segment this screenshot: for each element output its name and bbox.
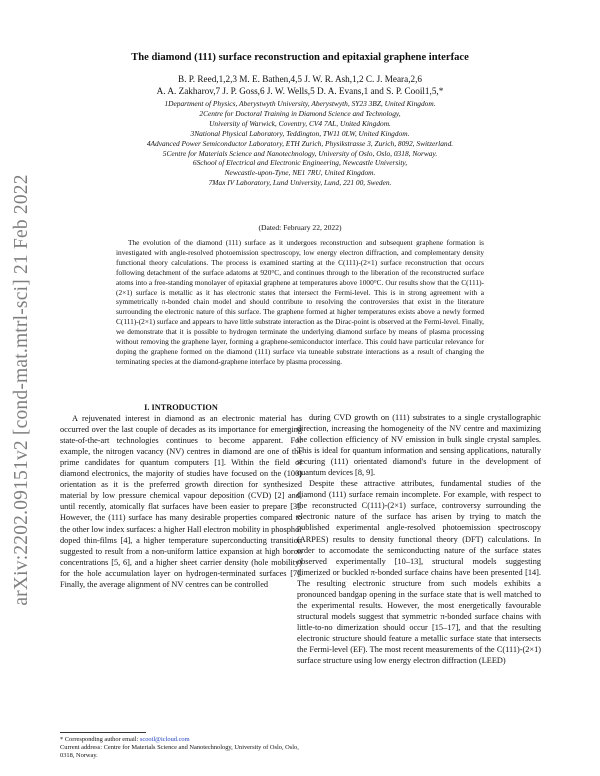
section-heading: I. INTRODUCTION [144, 403, 218, 412]
author-line-1: B. P. Reed,1,2,3 M. E. Bathen,4,5 J. W. R. Ash,1,2 C. J. Meara,2,6 [178, 74, 422, 84]
right-column [297, 412, 541, 666]
affiliation-line: University of Warwick, Coventry, CV4 7AL, United Kingdom. [209, 118, 391, 128]
affiliation-line: 6School of Electrical and Electronic Engineering, Newcastle University, [192, 158, 408, 168]
footnote-corresponding [60, 736, 302, 744]
footnote-label: * Corresponding author email: [60, 736, 140, 743]
affiliation-line: 5Centre for Materials Science and Nanotechnology, University of Oslo, Oslo, 0318, Norway. [162, 148, 438, 158]
author-line-2: A. A. Zakharov,7 J. P. Goss,6 J. W. Wells,5 D. A. Evans,1 and S. P. Cooil1,5,* [156, 86, 444, 96]
body-paragraph: during CVD growth on (111) substrates to a single crystallographic direction, increasing the homogeneity of the NV centre and maximizing the collection efficiency of NV emission in bulk single crystal samples. This is ideal for quantum information and sensing applications, naturally securing (111) orientated diamond's future in the development of quantum devices [8, 9]. [297, 413, 541, 478]
affiliation-line: 7Max IV Laboratory, Lund University, Lund, 221 00, Sweden. [208, 178, 392, 188]
intro-paragraph: A rejuvenated interest in diamond as an electronic material has occurred over the last couple of decades as its importance for emerging state-of-the-art technologies continues to become apparent. For example, the nitrogen vacancy (NV) centres in diamond are one of the prime candidates for quantum computers [1]. Within the field of diamond electronics, the majority of studies have focused on the (100) orientation as it is the preferred growth direction for synthesized material by low pressure chemical vapour deposition (CVD) [2] and, until recently, atomically flat surfaces have been easier to prepare [3]. However, the (111) surface has many desirable properties compared to the other low index surfaces: a higher Hall electron mobility in phosphor doped thin-films [4], a higher temperature superconducting transition suggested to result from a non-uniform lattice expansion at high boron concentrations [5, 6], and a higher sheet carrier density (hole mobility) for the hole accumulation layer on hydrogen-terminated surfaces [7]. Finally, the average alignment of NV centres can be controlled [60, 414, 302, 589]
footnote-divider [60, 732, 146, 733]
footnote-address: Current address: Centre for Materials Science and Nanotechnology, University of Oslo, Oslo, 0318, Norway. [60, 744, 299, 760]
affiliation-list [60, 99, 540, 188]
author-list [60, 73, 540, 97]
arxiv-stamp [2, 174, 42, 606]
arxiv-stamp-text: arXiv:2202.09151v2 [cond-mat.mtrl-sci] 21 Feb 2022 [11, 174, 32, 606]
paper-title: The diamond (111) surface reconstruction and epitaxial graphene interface [131, 52, 469, 63]
affiliation-line: 3National Physical Laboratory, Teddington, TW11 0LW, United Kingdom. [190, 128, 410, 138]
abstract: The evolution of the diamond (111) surface as it undergoes reconstruction and subsequent graphene formation is investigated with angle-resolved photoemission spectroscopy, low energy electron diffraction, and complementary density functional theory calculations. The process is examined starting at the C(111)-(2×1) surface reconstruction that occurs following detachment of the surface adatoms at 920°C, and continues through to the liberation of the reconstructed surface atoms into a free-standing monolayer of epitaxial graphene at temperatures above 1000°C. Our results show that the C(111)-(2×1) surface is metallic as it has electronic states that intersect the Fermi-level. This is in strong agreement with a symmetrically π-bonded chain model and should contribute to resolving the controversies that exist in the literature surrounding the electronic nature of this surface. The graphene formed at higher temperatures exists above a newly formed C(111)-(2×1) surface and appears to have little substrate interaction as the Dirac-point is observed at the Fermi-level. Finally, we demonstrate that it is possible to hydrogen terminate the underlying diamond surface by means of plasma processing without removing the graphene layer, forming a graphene-semiconductor interface. This could have particular relevance for doping the graphene formed on the diamond (111) surface via tuneable substrate interactions as a result of changing the terminating species at the diamond-graphene interface by plasma processing. [116, 238, 484, 366]
email-link[interactable]: scooil@icloud.com [139, 736, 190, 743]
left-column [60, 402, 302, 590]
affiliation-line: 2Centre for Doctoral Training in Diamond Science and Technology, [199, 108, 401, 118]
affiliation-line: Newcastle-upon-Tyne, NE1 7RU, United Kingdom. [224, 168, 376, 178]
affiliation-line: 1Department of Physics, Aberystwyth University, Aberystwyth, SY23 3BZ, United Kingdom. [164, 99, 436, 108]
body-paragraph: Despite these attractive attributes, fundamental studies of the diamond (111) surface remain incomplete. For example, with respect to the reconstructed C(111)-(2×1) surface, controversy surrounding the electronic nature of the surface has arisen by trying to match the published experimental angle-resolved photoemission spectroscopy (ARPES) results to density functional theory (DFT) calculations. In order to accomodate the semiconducting nature of the surface states observed experimentally [10–13], structural models suggesting dimerized or buckled π-bonded surface chains have been presented [14]. The resulting electronic structure from such models exhibits a pronounced bandgap opening in the surface state that is well matched to the experimental results. However, the most energetically favourable structural models suggest that symmetric π-bonded surface chains with little-to-no dimerization should occur [15–17], and that the resulting electronic structure should feature a metallic surface state that intersects the Fermi-level (EF). The most recent measurements of the C(111)-(2×1) surface structure using low energy electron diffraction (LEED) [297, 479, 541, 666]
footnote [60, 736, 302, 761]
date-line: (Dated: February 22, 2022) [258, 223, 342, 232]
affiliation-line: 4Advanced Power Semiconductor Laboratory, ETH Zurich, Physikstrasse 3, Zurich, 8092, Switzerland. [146, 138, 454, 148]
